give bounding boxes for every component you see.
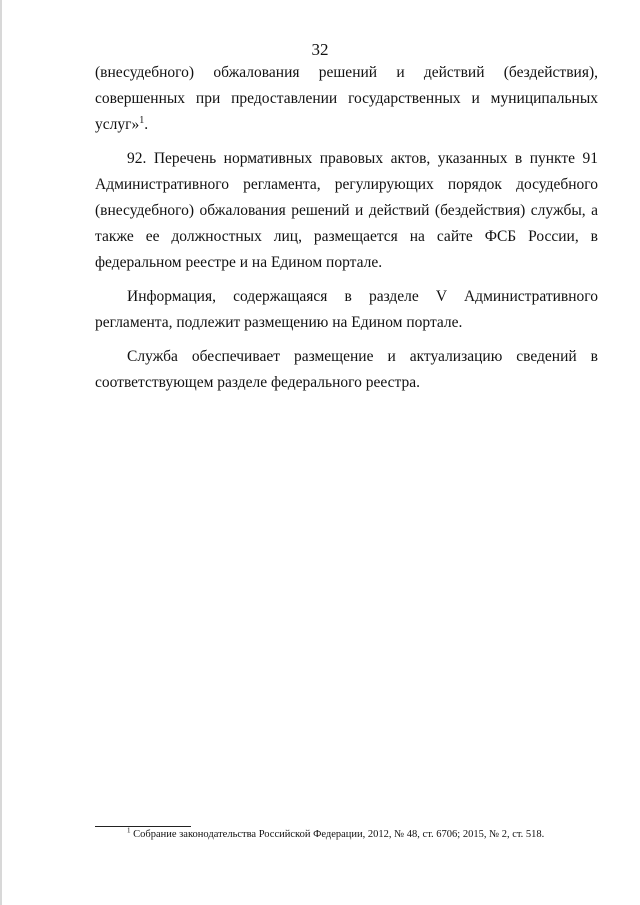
paragraph-information: Информация, содержащаяся в разделе V Административного регламента, подлежит размещению на Едином портале. bbox=[95, 288, 598, 331]
page-number: 32 bbox=[311, 40, 329, 59]
scan-border bbox=[0, 0, 2, 905]
paragraph-continuation: (внесудебного) обжалования решений и действий (бездействия), совершенных при предоставлении государственных и муниципальных услуг»$^1$. bbox=[95, 64, 598, 133]
paragraph-service: Служба обеспечивает размещение и актуализацию сведений в соответствующем разделе федерального реестра. bbox=[95, 348, 598, 391]
paragraph-92: 92. Перечень нормативных правовых актов, указанных в пункте 91 Административного регламента, регулирующих порядок досудебного (внесудебного) обжалования решений и действий (бездействия) службы, а также ее должностных лиц, размещается на сайте ФСБ России, в федеральном реестре и на Едином портале. bbox=[95, 150, 598, 271]
footnote-marker: 1 bbox=[127, 826, 131, 835]
footnote-text: Собрание законодательства Российской Федерации, 2012, № 48, ст. 6706; 2015, № 2, ст. 518. bbox=[133, 829, 545, 840]
footnote bbox=[127, 828, 597, 842]
footnote-divider bbox=[95, 826, 191, 827]
main-text bbox=[95, 60, 598, 404]
footnote-reference: 1 bbox=[139, 114, 145, 126]
paragraph-text: (внесудебного) обжалования решений и действий (бездействия), совершенных при предоставлении государственных и муниципальных услуг» bbox=[95, 64, 598, 133]
